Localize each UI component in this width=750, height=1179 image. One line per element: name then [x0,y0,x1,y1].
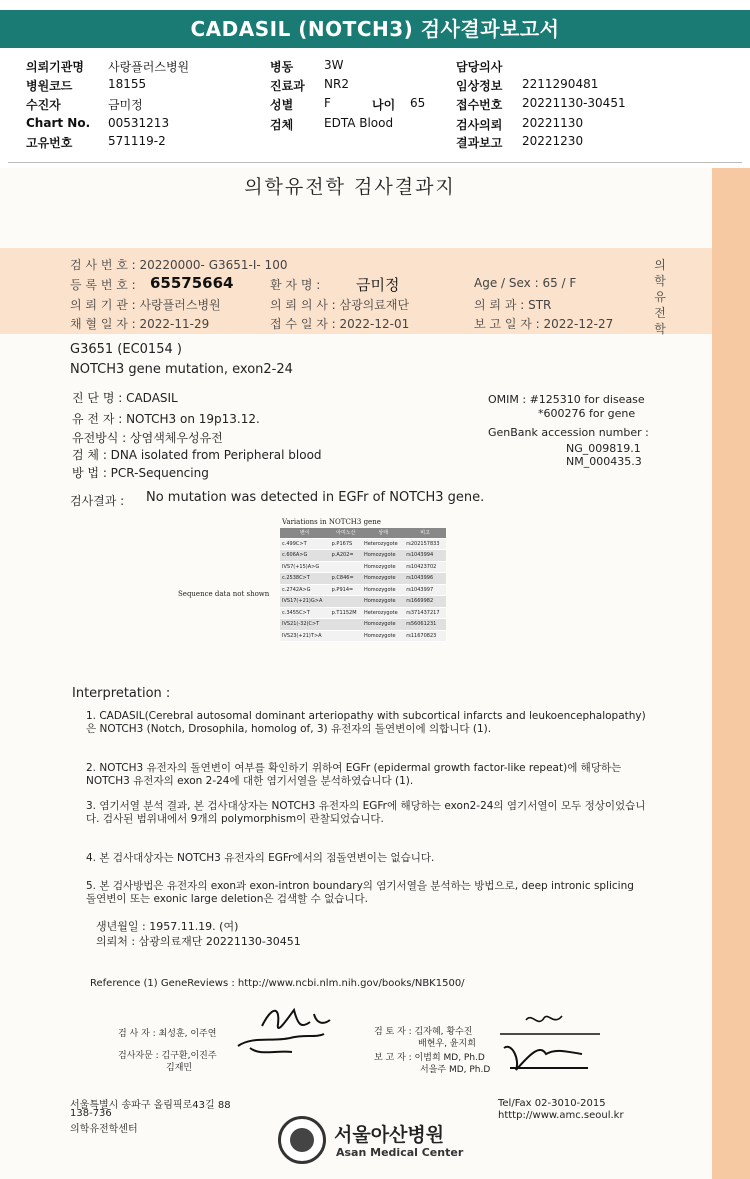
specimen: 검 체 : DNA isolated from Peripheral blood [72,448,322,462]
collection-date: 채 혈 일 자 : 2022-11-29 [70,317,210,331]
age-sex: Age / Sex : 65 / F [474,276,577,290]
value-specimen: EDTA Blood [324,116,394,130]
requester: 의뢰처 : 삼광의료재단 20221130-30451 [96,935,301,948]
cell: p.P914= [330,584,362,596]
reviewer-1: 검 토 자 : 김자혜, 황수진 [374,1027,473,1037]
advisor-2: 김재민 [166,1063,193,1073]
advisor-1: 검사자문 : 김구환,이진주 [118,1051,217,1061]
value-age: 65 [410,96,426,110]
cell: rs10423702 [404,561,446,573]
value-institution: 사랑플러스병원 [108,60,190,74]
document-title: 의학유전학 검사결과지 [244,176,456,198]
cell: Homozygote [362,584,404,596]
interpretation-item: 3. 염기서열 분석 결과, 본 검사대상자는 NOTCH3 유전자의 EGFr에 해당하는 exon2-24의 염기서열이 모두 정상이었습니다. 검사된 범위내에서 9개의 polymorphism이 관찰되었습니다. [86,800,646,825]
table-row [280,550,446,562]
cell: p.C846= [330,573,362,585]
interpretation-item: 4. 본 검사대상자는 NOTCH3 유전자의 EGFr에서의 점돌연변이는 없습니다. [86,852,435,864]
cell: c.2742A>G [280,584,330,596]
website: htttp://www.amc.seoul.kr [498,1110,624,1121]
table-row [280,538,446,550]
cell: c.2538C>T [280,573,330,585]
method: 방 법 : PCR-Sequencing [72,466,209,480]
cell: IVS21(-32)C>T [280,619,330,631]
side-char: 유 [654,290,666,304]
cell: Homozygote [362,619,404,631]
value-sex: F [324,96,331,110]
hospital-name-en: Asan Medical Center [336,1146,464,1159]
label-chart-no: Chart No. [26,116,91,130]
header-note: 비고 [404,528,446,538]
cell: p.T1152M [330,607,362,619]
side-char: 학 [654,322,666,336]
report-title: CADASIL (NOTCH3) 검사결과보고서 [0,10,750,48]
cell: rs371437217 [404,607,446,619]
address-line-1: 서울특별시 송파구 올림픽로43길 88 [70,1100,231,1111]
genbank-nm: NM_000435.3 [566,455,642,468]
table-row [280,561,446,573]
cell: Heterozygote [362,607,404,619]
label-request-date: 검사의뢰 [456,118,503,132]
header-amino-acid: 아미노산 [330,528,362,538]
cell: IVS17(+21)G>A [280,596,330,608]
table-caption: Variations in NOTCH3 gene [282,518,381,526]
label-report-date: 결과보고 [456,136,503,150]
diagnosis: 진 단 명 : CADASIL [72,391,178,405]
cell: Homozygote [362,596,404,608]
omim-disease: OMIM : #125310 for disease [488,393,645,406]
value-chart-no: 00531213 [108,116,170,130]
table-row [280,607,446,619]
cell: p.A202= [330,550,362,562]
cell [330,561,362,573]
table-row [280,573,446,585]
interpretation-item: 2. NOTCH3 유전자의 돌연변이 여부를 확인하기 위하여 EGFr (epidermal growth factor-like repeat)에 해당하는 NOTCH3 유전자의 exon 2-24에 대한 염기서열을 분석하였습니다 (1). [86,762,622,787]
reference: Reference (1) GeneReviews : http://www.ncbi.nlm.nih.gov/books/NBK1500/ [90,978,465,989]
value-hospital-code: 18155 [108,77,147,91]
table-header-row [280,528,446,538]
label-hospital-code: 병원코드 [26,79,73,93]
registration-label: 등 록 번 호 : [70,278,136,292]
reviewer-signatures [490,1008,610,1088]
inheritance: 유전방식 : 상염색체우성유전 [72,431,223,445]
value-unique-no: 571119-2 [108,134,166,148]
result-text: No mutation was detected in EGFr of NOTCH3 gene. [146,490,485,505]
table-row [280,584,446,596]
cell: IVS23(+21)T>A [280,630,330,642]
label-patient: 수진자 [26,98,61,112]
label-clinical-info: 임상정보 [456,79,503,93]
patient-label: 환 자 명 : [270,278,321,292]
cell: rs1043994 [404,550,446,562]
cell [330,630,362,642]
omim-gene: *600276 for gene [538,407,636,420]
report-date: 보 고 일 자 : 2022-12-27 [474,317,614,331]
cell: c.499C>T [280,538,330,550]
table-row [280,596,446,608]
side-char: 학 [654,274,666,288]
value-ward: 3W [324,58,344,72]
cell: rs1043997 [404,584,446,596]
cell: rs202157833 [404,538,446,550]
header-divider [8,162,742,163]
label-department: 진료과 [270,79,305,93]
cell: c.606A>G [280,550,330,562]
gene: 유 전 자 : NOTCH3 on 19p13.12. [72,412,260,426]
interpretation-item: 1. CADASIL(Cerebral autosomal dominant arteriopathy with subcortical infarcts and leukoencephalopathy)은 NOTCH3 (Notch, Drosophila, homolog of, 3) 유전자의 돌연변이에 의합니다 (1). [86,710,646,735]
variants-table [280,528,446,642]
address-line-2: 138-736 [70,1108,112,1119]
examiner-signatures [232,996,342,1062]
label-age: 나이 [372,98,396,112]
test-name: NOTCH3 gene mutation, exon2-24 [70,362,293,377]
cell: Heterozygote [362,538,404,550]
cell: Homozygote [362,630,404,642]
genbank-ng: NG_009819.1 [566,442,641,455]
value-report-date: 20221230 [522,134,584,148]
cell: Homozygote [362,561,404,573]
interpretation-item: 5. 본 검사방법은 유전자의 exon과 exon-intron boundary의 염기서열을 분석하는 방법으로, deep intronic splicing 돌연변이 또는 exonic large deletion은 검색할 수 없습니다. [86,880,634,905]
genbank-label: GenBank accession number : [488,426,649,439]
reporter-1: 보 고 자 : 이범희 MD, Ph.D [374,1053,485,1063]
value-clinical-info: 2211290481 [522,77,599,91]
value-request-date: 20221130 [522,116,584,130]
birth-date: 생년월일 : 1957.11.19. (여) [96,920,239,933]
referring-institution: 의 뢰 기 관 : 사랑플러스병원 [70,298,221,312]
asan-foundation-logo [278,1116,326,1164]
reviewer-2: 배현우, 윤지희 [418,1039,476,1049]
patient-name: 금미정 [356,276,400,294]
interpretation-title: Interpretation : [72,686,171,701]
cell: rs11670823 [404,630,446,642]
cell: Homozygote [362,573,404,585]
cell: rs1043996 [404,573,446,585]
result-label: 검사결과 : [70,494,125,508]
hospital-name-kr: 서울아산병원 [334,1124,445,1146]
header-variant: 변이 [280,528,330,538]
cell: rs1669982 [404,596,446,608]
value-receipt-no: 20221130-30451 [522,96,626,110]
label-sex: 성별 [270,98,294,112]
referring-department: 의 뢰 과 : STR [474,298,552,312]
side-char: 전 [654,306,666,320]
examiner: 검 사 자 : 최성훈, 이주연 [118,1029,217,1039]
right-margin-band [712,168,750,1179]
side-char: 의 [654,258,666,272]
cell: Homozygote [362,550,404,562]
label-receipt-no: 접수번호 [456,98,503,112]
tel-fax: Tel/Fax 02-3010-2015 [498,1098,606,1109]
receipt-date: 접 수 일 자 : 2022-12-01 [270,317,410,331]
cell: p.P167S [330,538,362,550]
label-ward: 병동 [270,60,294,74]
test-code: G3651 (EC0154 ) [70,342,182,357]
label-specimen: 검체 [270,118,294,132]
cell [330,619,362,631]
logo-emblem [290,1128,314,1152]
registration-number: 65575664 [150,274,234,292]
value-patient: 금미정 [108,98,143,112]
label-institution: 의뢰기관명 [26,60,84,74]
referring-physician: 의 뢰 의 사 : 삼광의료재단 [270,298,410,312]
table-row [280,630,446,642]
cell: IVS7(+15)A>G [280,561,330,573]
label-doctor: 담당의사 [456,60,503,74]
cell [330,596,362,608]
cell: c.3455C>T [280,607,330,619]
address-line-3: 의학유전학센터 [70,1124,138,1135]
header-status: 상태 [362,528,404,538]
value-department: NR2 [324,77,349,91]
reporter-2: 서을주 MD, Ph.D [420,1065,491,1075]
test-number: 검 사 번 호 : 20220000- G3651-I- 100 [70,258,288,272]
label-unique-no: 고유번호 [26,136,73,150]
cell: rs56061231 [404,619,446,631]
table-row [280,619,446,631]
sequence-note: Sequence data not shown [178,590,270,598]
